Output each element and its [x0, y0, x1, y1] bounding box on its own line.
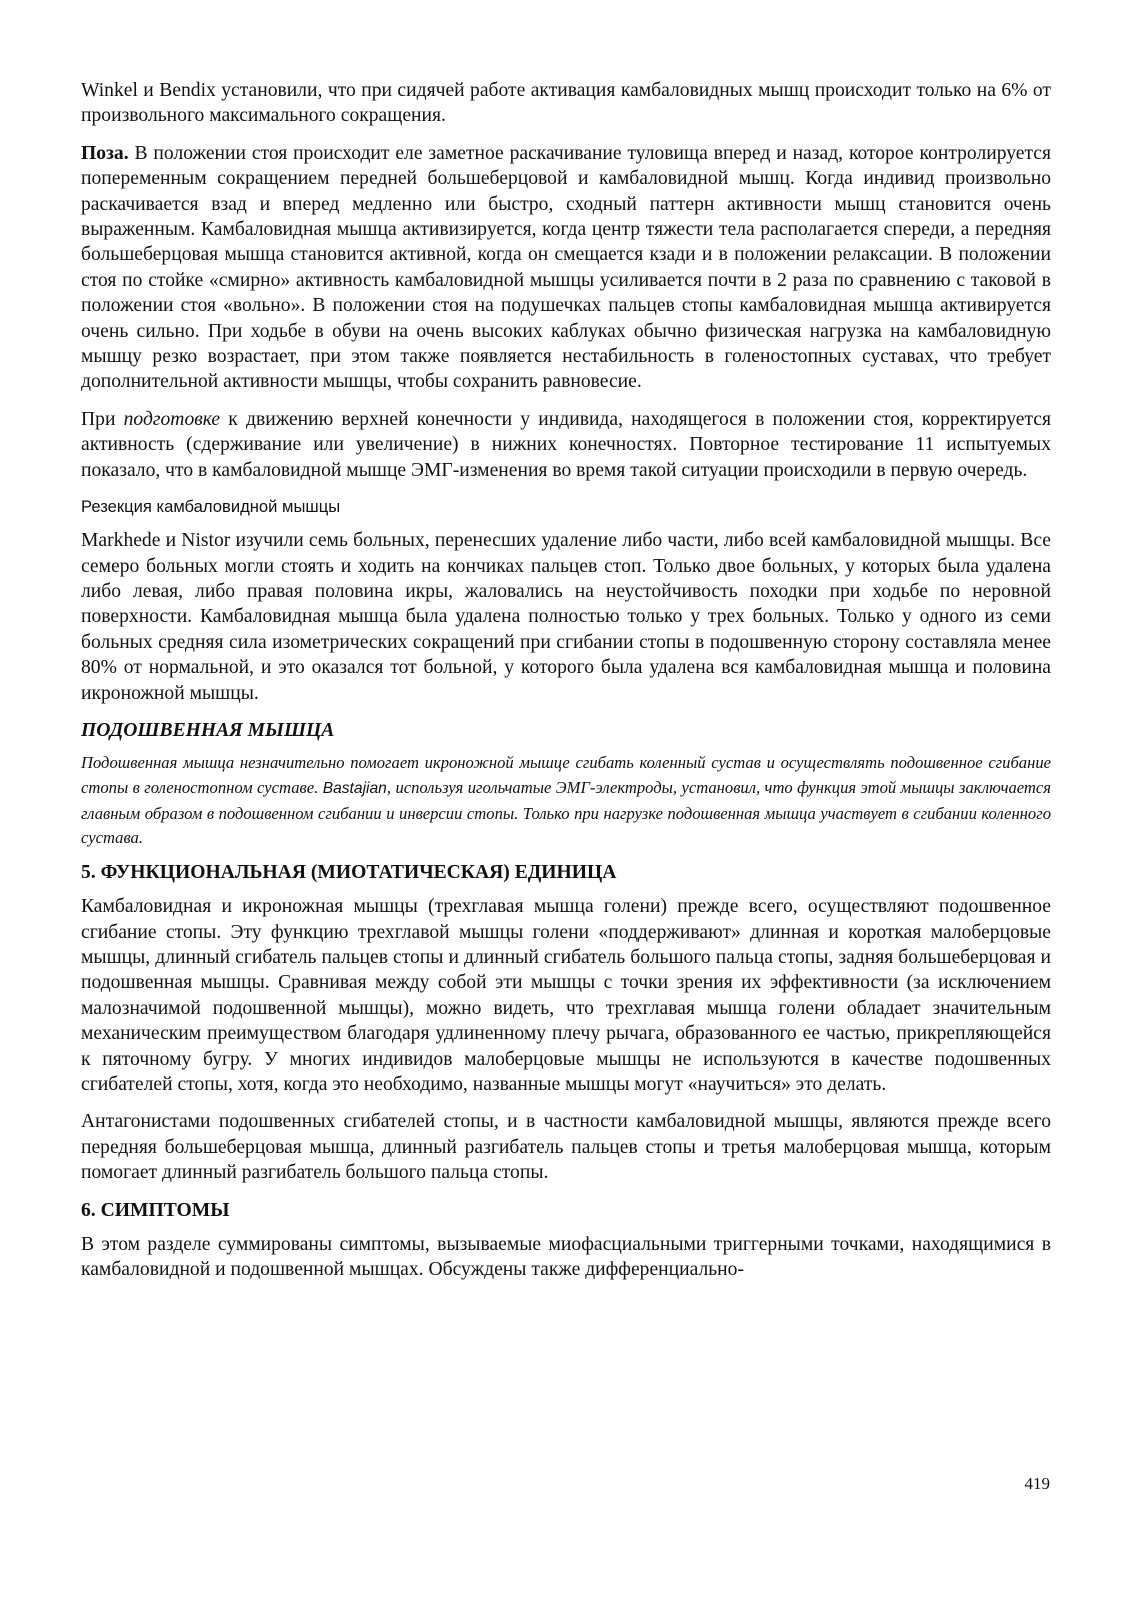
heading-resection: Резекция камбаловидной мышцы — [81, 497, 341, 517]
plantaris-rest: , используя игольчатые ЭМГ-электроды, установил, что функция этой мышцы заключается главным образом в подошвенном сгибании и инверсии стопы. Только при нагрузке подошвенная мышца участвует в сгибании коленного сустава. — [81, 777, 1051, 848]
heading-section-6: 6. СИМПТОМЫ — [81, 1199, 230, 1221]
heading-plantaris-muscle: ПОДОШВЕННАЯ МЫШЦА — [81, 719, 335, 741]
posture-label: Поза. — [81, 142, 129, 164]
paragraph-preparation — [81, 407, 1051, 483]
preparation-start: При — [81, 408, 124, 430]
preparation-rest: к движению верхней конечности у индивида, находящегося в положении стоя, корректируется активность (сдерживание или увеличение) в нижних конечностях. Повторное тестирование 11 испытуемых показало, что в камбаловидной мышце ЭМГ-изменения во время такой ситуации происходили в первую очередь. — [81, 408, 1051, 481]
heading-section-5: 5. ФУНКЦИОНАЛЬНАЯ (МИОТАТИЧЕСКАЯ) ЕДИНИЦА — [81, 861, 617, 883]
plantaris-author: Bastajian — [322, 779, 387, 797]
page-number: 419 — [1024, 1474, 1050, 1493]
paragraph-plantaris — [81, 751, 1051, 850]
preparation-italic: подготовке — [123, 408, 221, 430]
document-page — [81, 78, 1051, 1295]
paragraph-winkel-bendix: Winkel и Bendix установили, что при сидячей работе активация камбаловидных мышц происходит только на 6% от произвольного максимального сокращения. — [81, 80, 1051, 127]
paragraph-symptoms: В этом разделе суммированы симптомы, вызываемые миофасциальными триггерными точками, находящимися в камбаловидной и подошвенной мышцах. Обсуждены также дифференциально- — [81, 1234, 1051, 1281]
plantaris-start: Подошвенная мышца незначительно помогает икроножной мышце сгибать коленный сустав и осуществлять подошвенное сгибание стопы в голеностопном суставе. — [81, 753, 1051, 797]
paragraph-posture — [81, 141, 1051, 395]
paragraph-markhede-nistor: Markhede и Nistor изучили семь больных, перенесших удаление либо части, либо всей камбаловидной мышцы. Все семеро больных могли стоять и ходить на кончиках пальцев стоп. Только двое больных, у которых была удалена либо левая, либо правая половина икры, жаловались на неустойчивость походки при ходьбе по неровной поверхности. Камбаловидная мышца была удалена полностью только у трех больных. Только у одного из семи больных средняя сила изометрических сокращений при сгибании стопы в подошвенную сторону составляла менее 80% от нормальной, и это оказался тот больной, у которого была удалена вся камбаловидная мышца и половина икроножной мышцы. — [81, 530, 1051, 704]
paragraph-antagonists: Антагонистами подошвенных сгибателей стопы, и в частности камбаловидной мышцы, являются прежде всего передняя большеберцовая мышца, длинный разгибатель пальцев стопы и третья малоберцовая мышца, которым помогает длинный разгибатель большого пальца стопы. — [81, 1111, 1051, 1184]
paragraph-functional-unit: Камбаловидная и икроножная мышцы (трехглавая мышца голени) прежде всего, осуществляют подошвенное сгибание стопы. Эту функцию трехглавой мышцы голени «поддерживают» длинная и короткая малоберцовые мышцы, длинный сгибатель пальцев стопы и длинный сгибатель большого пальца стопы, задняя большеберцовая и подошвенная мышцы. Сравнивая между собой эти мышцы с точки зрения их эффективности (за исключением малозначимой подошвенной мышцы), можно видеть, что трехглавая мышца голени обладает значительным механическим преимуществом благодаря удлиненному плечу рычага, образованного ее частью, прикрепляющейся к пяточному бугру. У многих индивидов малоберцовые мышцы не используются в качестве подошвенных сгибателей стопы, хотя, когда это необходимо, названные мышцы могут «научиться» это делать. — [81, 896, 1051, 1095]
posture-text: В положении стоя происходит еле заметное раскачивание туловища вперед и назад, которое контролируется попеременным сокращением передней большеберцовой и камбаловидной мышц. Когда индивид произвольно раскачивается взад и вперед медленно или быстро, сходный паттерн активности мышц становится очень выраженным. Камбаловидная мышца активизируется, когда центр тяжести тела располагается спереди, а передняя большеберцовая мышца становится активной, когда он смещается кзади и в положении релаксации. В положении стоя по стойке «смирно» активность камбаловидной мышцы усиливается почти в 2 раза по сравнению с таковой в положении стоя «вольно». В положении стоя на подушечках пальцев стопы камбаловидная мышца активируется очень сильно. При ходьбе в обуви на очень высоких каблуках обычно физическая нагрузка на камбаловидную мышцу резко возрастает, при этом также появляется нестабильность в голеностопных суставах, что требует дополнительной активности мышцы, чтобы сохранить равновесие. — [81, 142, 1051, 393]
